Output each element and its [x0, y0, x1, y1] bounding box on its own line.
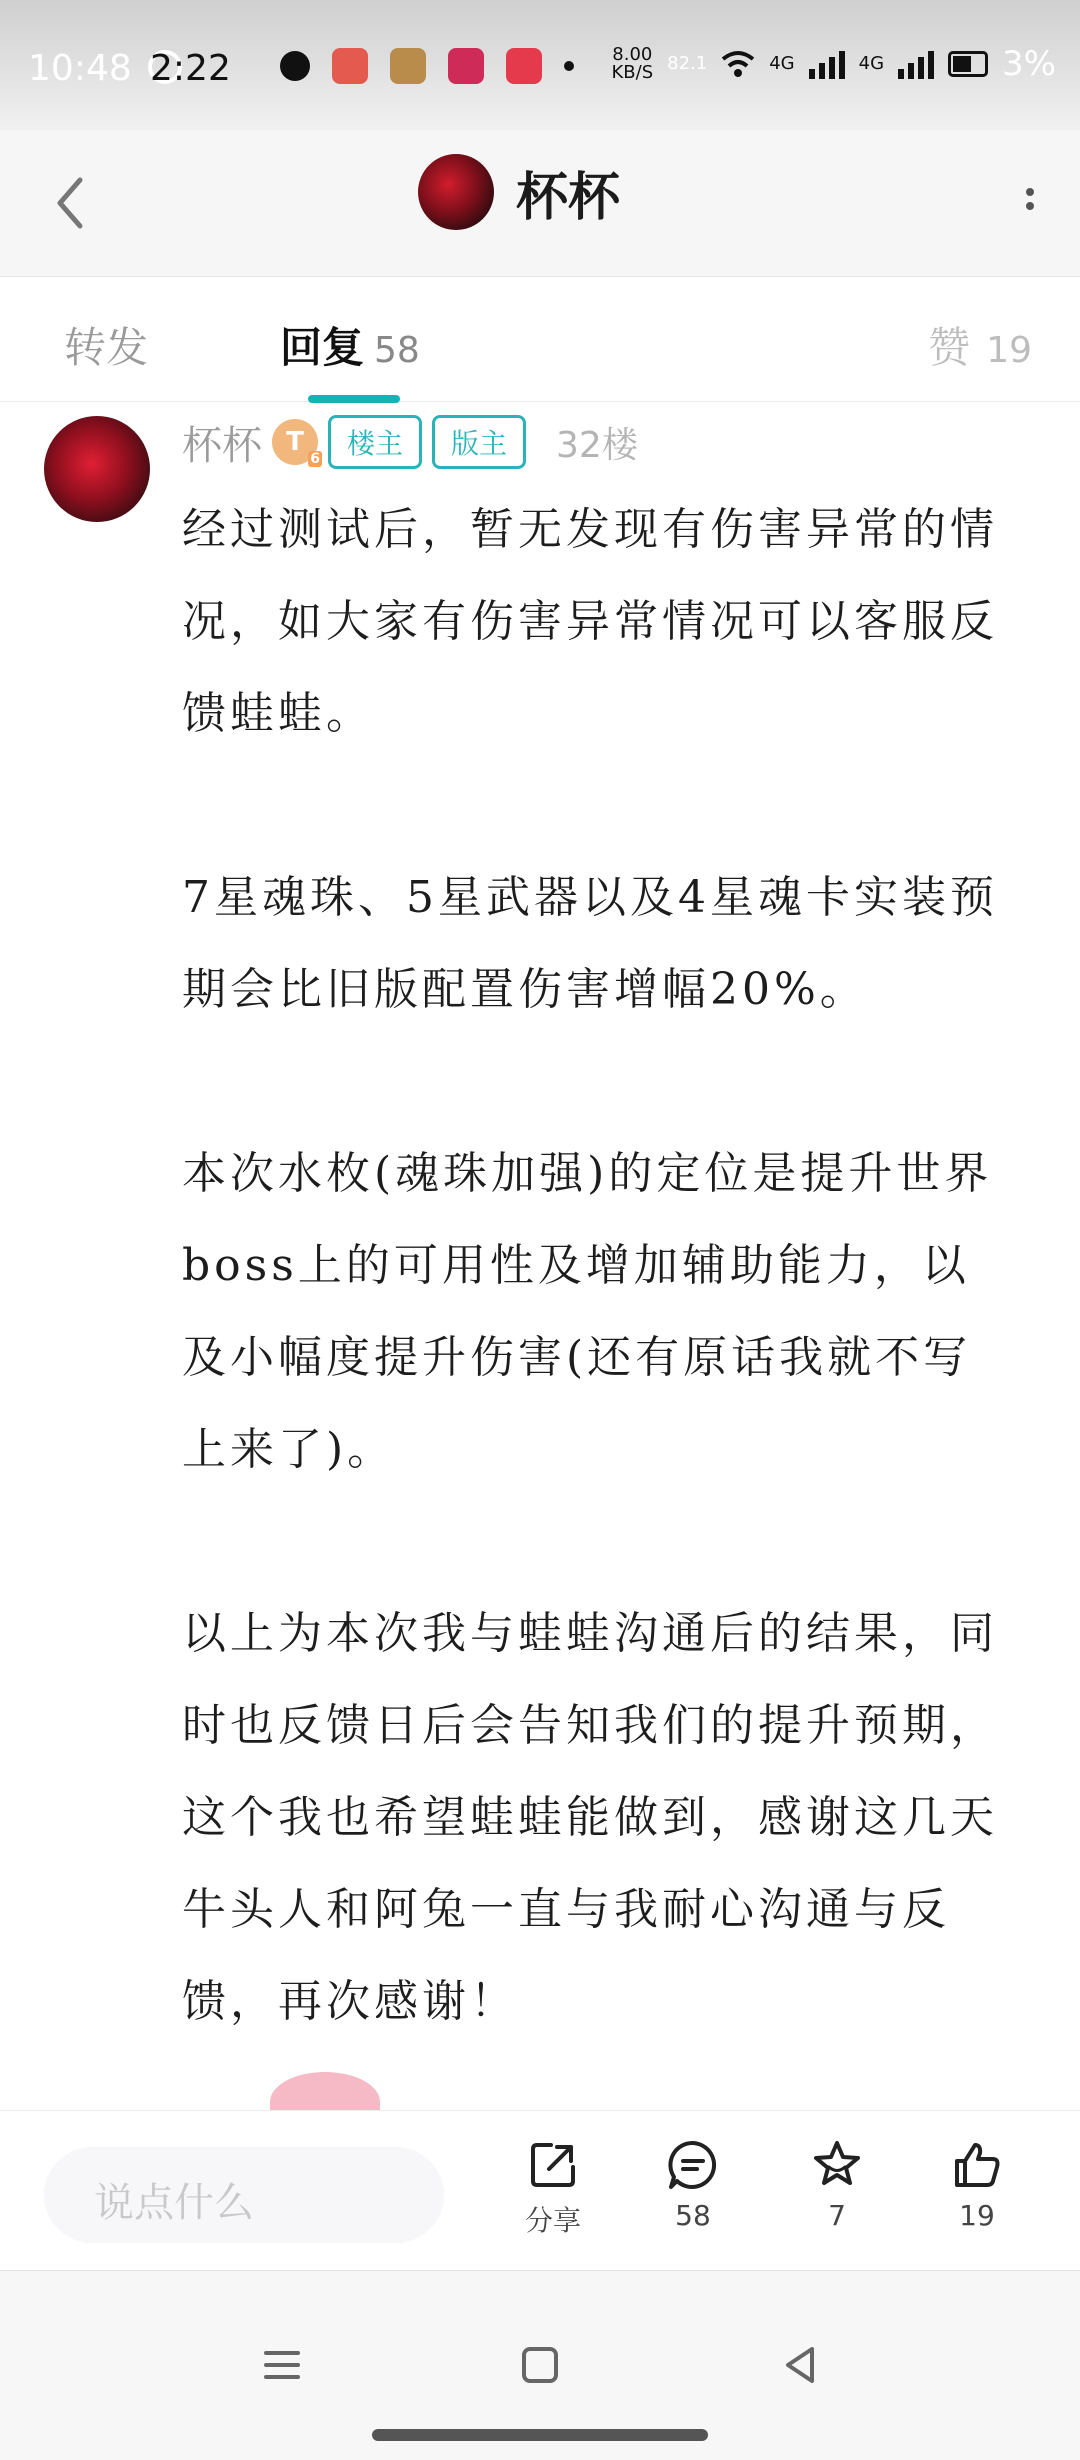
battery-percent: 3% — [1002, 44, 1056, 84]
comment-button[interactable] — [648, 2137, 738, 2232]
level-badge: T 6 — [272, 419, 318, 465]
status-time-secondary: 2:22 — [150, 48, 231, 89]
star-icon — [809, 2137, 865, 2193]
tab-like[interactable] — [928, 315, 1032, 375]
recent-apps-icon[interactable] — [252, 2335, 312, 2395]
back-triangle-icon[interactable] — [770, 2335, 830, 2395]
thumbs-up-icon — [949, 2137, 1005, 2193]
home-indicator[interactable] — [372, 2429, 708, 2441]
status-time: 10:48 — [28, 48, 132, 89]
game-app-icon — [390, 48, 426, 84]
tab-like-count: 19 — [986, 330, 1032, 371]
title-bar — [0, 130, 1080, 276]
reply-post — [0, 402, 1080, 2110]
more-notifications-icon — [564, 61, 574, 71]
action-bar — [0, 2110, 1080, 2270]
tiktok-icon — [448, 48, 484, 84]
floor-number: 32楼 — [556, 424, 638, 466]
post-paragraph: 7星魂珠、5星武器以及4星魂卡实装预期会比旧版配置伤害增幅20%。 — [182, 872, 998, 1015]
post-paragraph: 经过测试后，暂无发现有伤害异常的情况，如大家有伤害异常情况可以客服反馈蛙蛙。 — [182, 504, 998, 739]
owner-badge: 楼主 — [328, 415, 422, 469]
post-meta — [182, 412, 638, 472]
wifi-icon — [721, 49, 755, 79]
tab-bar — [0, 276, 1080, 402]
comment-input-placeholder: 说点什么 — [94, 2180, 254, 2226]
avatar-icon[interactable] — [418, 154, 494, 230]
author-name[interactable]: 杯杯 — [182, 422, 262, 469]
share-label: 分享 — [524, 2204, 581, 2237]
music-app-icon — [332, 48, 368, 84]
status-bar — [0, 0, 1080, 130]
network-speed-secondary: 82.1 — [667, 53, 708, 74]
signal-label-b: 4G — [858, 53, 885, 74]
like-count: 19 — [959, 2199, 995, 2232]
video-app-icon — [506, 48, 542, 84]
system-nav-bar — [0, 2270, 1080, 2460]
tab-repost-label: 转发 — [64, 323, 149, 372]
post-paragraph: 以上为本次我与蛙蛙沟通后的结果，同时也反馈日后会告知我们的提升预期，这个我也希望蛙蛙能做到，感谢这几天牛头人和阿兔一直与我耐心沟通与反馈，再次感谢！ — [182, 1608, 998, 2027]
status-indicators — [612, 44, 1057, 84]
comment-icon — [665, 2137, 721, 2193]
tab-reply-count: 58 — [374, 330, 420, 371]
post-content — [182, 484, 1012, 2048]
signal-strength-icon — [809, 49, 845, 79]
post-paragraph: 本次水枚(魂珠加强)的定位是提升世界boss上的可用性及增加辅助能力，以及小幅度提升伤害(还有原话我就不写上来了)。 — [182, 1148, 993, 1475]
home-icon[interactable] — [510, 2335, 570, 2395]
share-button[interactable] — [508, 2137, 598, 2239]
title-group[interactable] — [418, 154, 620, 230]
page-title: 杯杯 — [516, 166, 621, 228]
tab-reply[interactable] — [280, 315, 420, 375]
favorite-count: 7 — [828, 2199, 846, 2232]
signal-strength-icon-2 — [898, 49, 934, 79]
tab-repost[interactable] — [64, 315, 148, 375]
battery-icon — [948, 51, 988, 77]
signal-label-a: 4G — [769, 53, 795, 74]
comment-count: 58 — [675, 2199, 711, 2232]
like-button[interactable] — [932, 2137, 1022, 2232]
tab-like-label: 赞 — [928, 323, 971, 372]
tab-reply-label: 回复 — [280, 323, 365, 372]
comment-input[interactable] — [44, 2147, 444, 2243]
network-speed: 8.00 KB/S — [611, 44, 654, 83]
weibo-icon — [280, 51, 310, 81]
author-avatar[interactable] — [44, 416, 150, 522]
notification-icons — [280, 48, 574, 84]
back-chevron-icon[interactable] — [46, 170, 96, 236]
moderator-badge: 版主 — [432, 415, 526, 469]
share-icon — [525, 2137, 581, 2193]
favorite-button[interactable] — [792, 2137, 882, 2232]
more-vertical-icon[interactable] — [1020, 182, 1040, 232]
sticker-image — [270, 2072, 380, 2110]
